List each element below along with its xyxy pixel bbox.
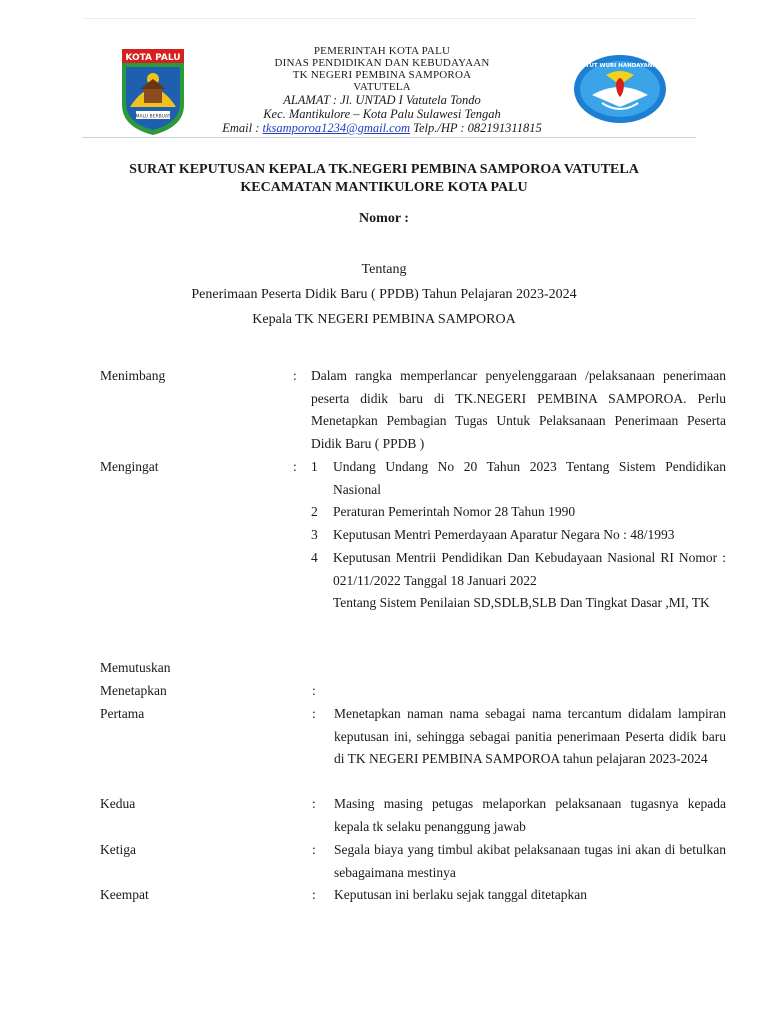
list-item bbox=[311, 547, 726, 592]
list-item bbox=[311, 456, 726, 501]
kop-contact bbox=[192, 121, 572, 136]
pertama-label: Pertama bbox=[100, 706, 145, 721]
kedua-label: Kedua bbox=[100, 796, 136, 811]
list-item bbox=[311, 501, 726, 524]
kop-government: PEMERINTAH KOTA PALU bbox=[313, 45, 451, 57]
section-ketiga bbox=[100, 839, 726, 885]
decree-title-line1: SURAT KEPUTUSAN KEPALA TK.NEGERI PEMBINA SAMPOROA VATUTELA bbox=[129, 162, 639, 177]
decree-issuer: Kepala TK NEGERI PEMBINA SAMPOROA bbox=[252, 312, 516, 327]
kop-location: VATUTELA bbox=[353, 81, 411, 93]
kedua-colon: : bbox=[312, 796, 316, 811]
memutuskan-label: Memutuskan bbox=[100, 660, 171, 675]
section-memutuskan bbox=[100, 657, 726, 681]
emblem-motto: MALU BERBUAT bbox=[135, 114, 171, 120]
menetapkan-label: Menetapkan bbox=[100, 683, 167, 698]
list-item-continuation bbox=[311, 592, 726, 637]
decree-subject: Penerimaan Peserta Didik Baru ( PPDB) Tahun Pelajaran 2023-2024 bbox=[191, 287, 577, 302]
logo-right-text: TUT WURI HANDAYANI bbox=[585, 63, 655, 69]
pertama-colon: : bbox=[312, 706, 316, 721]
mengingat-list bbox=[311, 456, 726, 637]
emblem-text: KOTA PALU bbox=[125, 53, 181, 63]
list-item-extra-text: Tentang Sistem Penilaian SD,SDLB,SLB Dan Tingkat Dasar ,MI, TK bbox=[333, 595, 710, 610]
ketiga-text: Segala biaya yang timbul akibat pelaksanaan tugas ini akan di betulkan sebagaimana mestinya bbox=[334, 842, 726, 880]
menimbang-text: Dalam rangka memperlancar penyelenggaraan /pelaksanaan penerimaan peserta didik baru di TK.NEGERI PEMBINA SAMPOROA. Perlu Menetapkan Pembagian Tugas Untuk Pelaksanaan Penerimaan Peserta Didik Baru ( PPDB ) bbox=[311, 368, 726, 451]
keempat-text: Keputusan ini berlaku sejak tanggal ditetapkan bbox=[334, 887, 588, 902]
kop-district: Kec. Mantikulore – Kota Palu Sulawesi Tengah bbox=[263, 107, 501, 121]
list-item-text: Undang Undang No 20 Tahun 2023 Tentang Sistem Pendidikan Nasional bbox=[333, 459, 726, 497]
list-item-number: 4 bbox=[311, 550, 318, 565]
mengingat-label: Mengingat bbox=[100, 459, 159, 474]
menimbang-colon: : bbox=[293, 368, 297, 383]
section-menimbang bbox=[100, 365, 726, 457]
phone-text: Telp./HP : 082191311815 bbox=[413, 121, 542, 135]
section-mengingat bbox=[100, 456, 726, 636]
list-item-number: 2 bbox=[311, 504, 318, 519]
keempat-label: Keempat bbox=[100, 887, 149, 902]
section-pertama bbox=[100, 703, 726, 793]
mengingat-colon: : bbox=[293, 459, 297, 474]
menimbang-label: Menimbang bbox=[100, 368, 166, 383]
list-item-text: Keputusan Mentri Pemerdayaan Aparatur Negara No : 48/1993 bbox=[333, 527, 675, 542]
section-menetapkan bbox=[100, 680, 726, 704]
keempat-colon: : bbox=[312, 887, 316, 902]
list-item-text: Peraturan Pemerintah Nomor 28 Tahun 1990 bbox=[333, 504, 576, 519]
ketiga-colon: : bbox=[312, 842, 316, 857]
kop-department: DINAS PENDIDIKAN DAN KEBUDAYAAN bbox=[274, 57, 490, 69]
kop-school: TK NEGERI PEMBINA SAMPOROA bbox=[292, 69, 472, 81]
list-item-text: Keputusan Mentrii Pendidikan Dan Kebudayaan Nasional RI Nomor : 021/11/2022 Tanggal 18 Januari 2022 bbox=[333, 550, 726, 588]
menetapkan-colon: : bbox=[312, 683, 316, 698]
tentang-heading: Tentang bbox=[361, 262, 407, 277]
section-kedua bbox=[100, 793, 726, 839]
pertama-text: Menetapkan naman nama sebagai nama tercantum didalam lampiran keputusan ini, sehingga sebagai panitia penerimaan Peserta didik baru di TK NEGERI PEMBINA SAMPOROA tahun pelajaran 2023-2024 bbox=[334, 706, 726, 766]
section-keempat bbox=[100, 884, 726, 908]
list-item-number: 3 bbox=[311, 527, 318, 542]
list-item-number: 1 bbox=[311, 459, 318, 474]
kedua-text: Masing masing petugas melaporkan pelaksanaan tugasnya kepada kepala tk selaku penanggung jawab bbox=[334, 796, 726, 834]
kop-address: ALAMAT : Jl. UNTAD I Vatutela Tondo bbox=[283, 93, 481, 107]
email-link[interactable]: tksamporoa1234@gmail.com bbox=[262, 121, 411, 135]
ketiga-label: Ketiga bbox=[100, 842, 136, 857]
list-item bbox=[311, 524, 726, 547]
kota-palu-emblem-icon bbox=[116, 49, 190, 137]
letterhead bbox=[82, 18, 696, 138]
decree-number: Nomor : bbox=[359, 211, 409, 226]
tut-wuri-handayani-icon bbox=[572, 53, 668, 125]
letterhead-text bbox=[192, 45, 572, 136]
email-label: Email : bbox=[222, 121, 260, 135]
decree-title-line2: KECAMATAN MANTIKULORE KOTA PALU bbox=[240, 180, 528, 195]
